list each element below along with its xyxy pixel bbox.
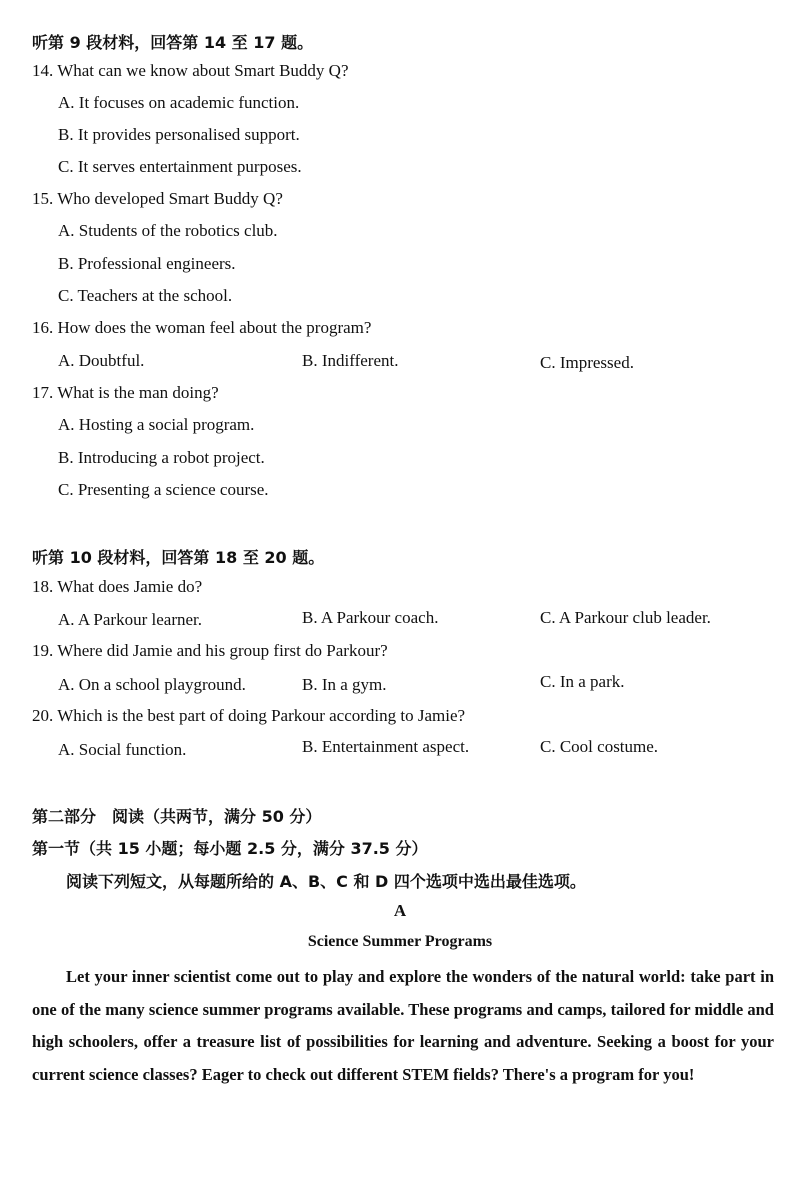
question-14-option-b: B. It provides personalised support. xyxy=(58,125,300,144)
passage-text: Let your inner scientist come out to play and explore the wonders of the natural world: take part in one of the many science summer programs available. These programs and camps, tailored for middle and high schoolers, offer a treasure list of possibilities for learning and adventure. Seeking a boost for your current science classes? Eager to check out different STEM fields? There's a program for you! xyxy=(32,967,774,1084)
question-16-option-c: C. Impressed. xyxy=(540,353,634,372)
question-20-option-a: A. Social function. xyxy=(58,740,187,759)
question-17-option-a: A. Hosting a social program. xyxy=(58,415,255,434)
question-17-option-c: C. Presenting a science course. xyxy=(58,480,269,499)
question-15-stem: 15. Who developed Smart Buddy Q? xyxy=(32,189,283,208)
question-14-option-a: A. It focuses on academic function. xyxy=(58,93,300,112)
passage-paragraph xyxy=(32,961,774,1091)
question-19-option-a: A. On a school playground. xyxy=(58,675,246,694)
question-18-option-b: B. A Parkour coach. xyxy=(302,608,439,627)
question-16-option-a: A. Doubtful. xyxy=(58,351,145,370)
question-19-option-c: C. In a park. xyxy=(540,672,625,691)
passage-title: Science Summer Programs xyxy=(307,933,493,950)
part2-title: 第二部分 阅读（共两节，满分 50 分） xyxy=(32,807,322,826)
question-15-option-c: C. Teachers at the school. xyxy=(58,286,233,305)
question-19-stem: 19. Where did Jamie and his group first do Parkour? xyxy=(32,641,388,660)
question-18-option-a: A. A Parkour learner. xyxy=(58,610,202,629)
question-20-stem: 20. Which is the best part of doing Parkour according to Jamie? xyxy=(32,706,466,725)
question-17-stem: 17. What is the man doing? xyxy=(32,383,219,402)
question-18-stem: 18. What does Jamie do? xyxy=(32,577,203,596)
section-title: 第一节（共 15 小题；每小题 2.5 分，满分 37.5 分） xyxy=(32,839,428,858)
reading-instruction: 阅读下列短文，从每题所给的 A、B、C 和 D 四个选项中选出最佳选项。 xyxy=(66,872,586,891)
question-20-option-c: C. Cool costume. xyxy=(540,737,659,756)
passage-letter: A xyxy=(393,901,407,920)
question-17-option-b: B. Introducing a robot project. xyxy=(58,448,265,467)
question-14-stem: 14. What can we know about Smart Buddy Q? xyxy=(32,61,349,80)
question-20-option-b: B. Entertainment aspect. xyxy=(302,737,470,756)
question-14-option-c: C. It serves entertainment purposes. xyxy=(58,157,302,176)
question-15-option-b: B. Professional engineers. xyxy=(58,254,236,273)
question-18-option-c: C. A Parkour club leader. xyxy=(540,608,711,627)
question-15-option-a: A. Students of the robotics club. xyxy=(58,221,278,240)
question-19-option-b: B. In a gym. xyxy=(302,675,387,694)
section-header-9: 听第 9 段材料，回答第 14 至 17 题。 xyxy=(32,33,314,52)
question-16-option-b: B. Indifferent. xyxy=(302,351,399,370)
question-16-stem: 16. How does the woman feel about the program? xyxy=(32,318,372,337)
section-header-10: 听第 10 段材料，回答第 18 至 20 题。 xyxy=(32,548,325,567)
